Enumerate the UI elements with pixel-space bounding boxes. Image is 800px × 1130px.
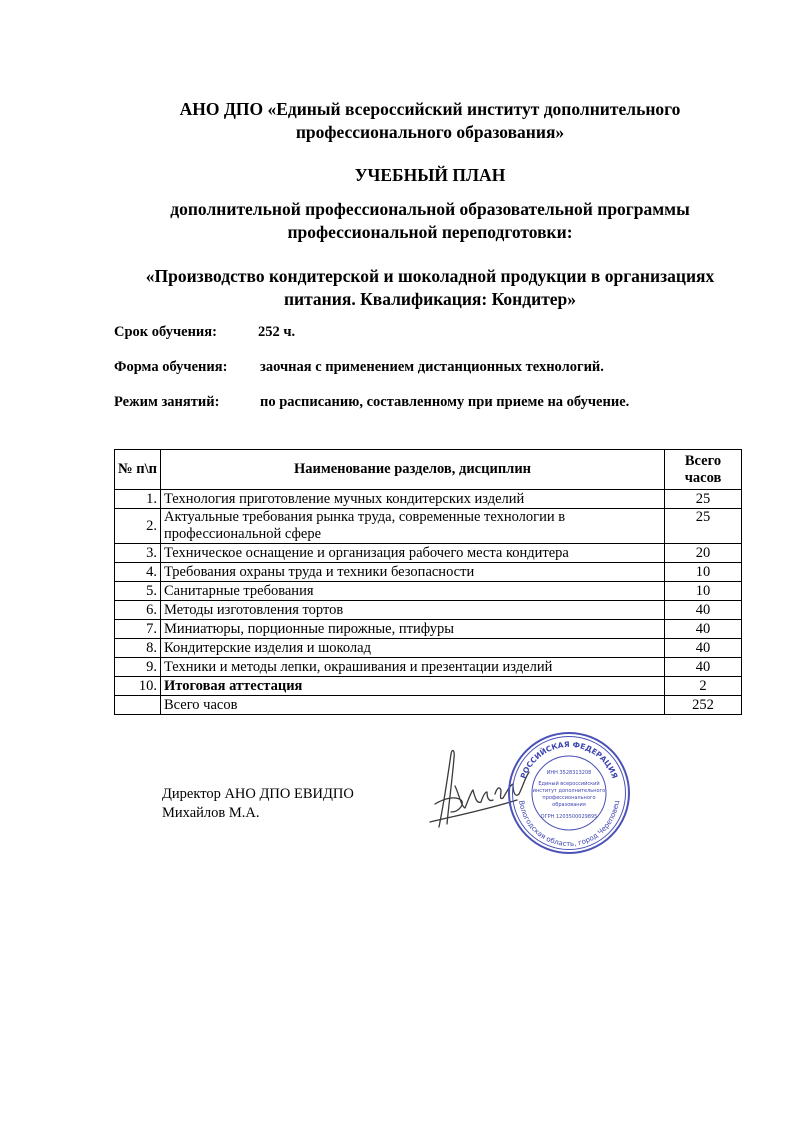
total-label: Всего часов <box>161 696 665 715</box>
row-name: Санитарные требования <box>161 582 665 601</box>
course-line2: питания. Квалификация: Кондитер» <box>283 289 577 309</box>
row-hours: 20 <box>665 544 742 563</box>
row-name: Кондитерские изделия и шоколад <box>161 639 665 658</box>
total-hours: 252 <box>665 696 742 715</box>
table-row <box>115 563 742 582</box>
organization-stamp <box>506 730 632 856</box>
table-row <box>115 601 742 620</box>
table-row <box>115 639 742 658</box>
program-description <box>60 198 800 244</box>
signatory-name: Михайлов М.А. <box>162 805 260 821</box>
row-name: Актуальные требования рынка труда, современные технологии в профессиональной сфере <box>161 509 665 544</box>
table-row <box>115 620 742 639</box>
row-name: Техники и методы лепки, окрашивания и презентации изделий <box>161 658 665 677</box>
row-number: 4. <box>115 563 161 582</box>
row-hours: 40 <box>665 658 742 677</box>
program-line1: дополнительной профессиональной образовательной программы <box>170 199 690 219</box>
table-row <box>115 582 742 601</box>
curriculum-table <box>114 449 742 715</box>
document-title: УЧЕБНЫЙ ПЛАН <box>354 165 506 185</box>
row-hours: 40 <box>665 601 742 620</box>
row-hours: 25 <box>665 490 742 509</box>
row-number: 2. <box>115 509 161 544</box>
stamp-inn: ИНН 3528313208 <box>546 770 592 776</box>
stamp-center-line3: профессионального <box>542 795 596 801</box>
signatory-block <box>162 785 354 823</box>
course-title <box>60 265 800 311</box>
program-line2: профессиональной переподготовки: <box>287 222 573 242</box>
table-row <box>115 658 742 677</box>
row-name: Итоговая аттестация <box>161 677 665 696</box>
row-name: Техническое оснащение и организация рабочего места кондитера <box>161 544 665 563</box>
stamp-center-line2: институт дополнительного <box>532 788 606 794</box>
organization-name <box>60 98 800 144</box>
row-number: 7. <box>115 620 161 639</box>
stamp-ring-bottom: Вологодская область, город Череповец <box>517 799 621 849</box>
table-header-row <box>115 450 742 490</box>
course-line1: «Производство кондитерской и шоколадной продукции в организациях <box>145 266 715 286</box>
column-header-name: Наименование разделов, дисциплин <box>161 450 665 490</box>
form-value: заочная с применением дистанционных технологий. <box>260 359 604 375</box>
row-hours: 40 <box>665 620 742 639</box>
table-row <box>115 509 742 544</box>
duration-value: 252 ч. <box>258 324 296 340</box>
organization-name-line2: профессионального образования» <box>295 122 565 142</box>
stamp-ogrn: ОГРН 1203500029895 <box>540 814 598 820</box>
column-header-hours: Всего часов <box>665 450 742 490</box>
table-row <box>115 490 742 509</box>
table-total-row <box>115 696 742 715</box>
row-name: Технология приготовление мучных кондитерских изделий <box>161 490 665 509</box>
row-number: 6. <box>115 601 161 620</box>
signatory-title: Директор АНО ДПО ЕВИДПО <box>162 786 354 802</box>
schedule-value: по расписанию, составленному при приеме на обучение. <box>260 394 630 410</box>
row-hours: 10 <box>665 582 742 601</box>
row-hours: 2 <box>665 677 742 696</box>
duration-row <box>114 324 295 341</box>
table-row <box>115 544 742 563</box>
row-hours: 25 <box>665 509 742 544</box>
form-label: Форма обучения: <box>114 359 228 375</box>
stamp-ring-top: РОССИЙСКАЯ ФЕДЕРАЦИЯ <box>518 739 620 780</box>
row-number: 3. <box>115 544 161 563</box>
row-number: 8. <box>115 639 161 658</box>
stamp-center-line1: Единый всероссийский <box>538 781 600 787</box>
row-name: Методы изготовления тортов <box>161 601 665 620</box>
row-name: Миниатюры, порционные пирожные, птифуры <box>161 620 665 639</box>
table-row <box>115 677 742 696</box>
row-hours: 10 <box>665 563 742 582</box>
stamp-center-line4: образования <box>552 802 586 808</box>
form-row <box>114 359 604 376</box>
schedule-label: Режим занятий: <box>114 394 220 410</box>
column-header-number: № п\п <box>115 450 161 490</box>
row-number: 5. <box>115 582 161 601</box>
organization-name-line1: АНО ДПО «Единый всероссийский институт дополнительного <box>179 99 681 119</box>
total-empty-cell <box>115 696 161 715</box>
schedule-row <box>114 394 629 411</box>
row-name: Требования охраны труда и техники безопасности <box>161 563 665 582</box>
duration-label: Срок обучения: <box>114 324 217 340</box>
row-number: 1. <box>115 490 161 509</box>
row-number: 9. <box>115 658 161 677</box>
row-hours: 40 <box>665 639 742 658</box>
row-number: 10. <box>115 677 161 696</box>
